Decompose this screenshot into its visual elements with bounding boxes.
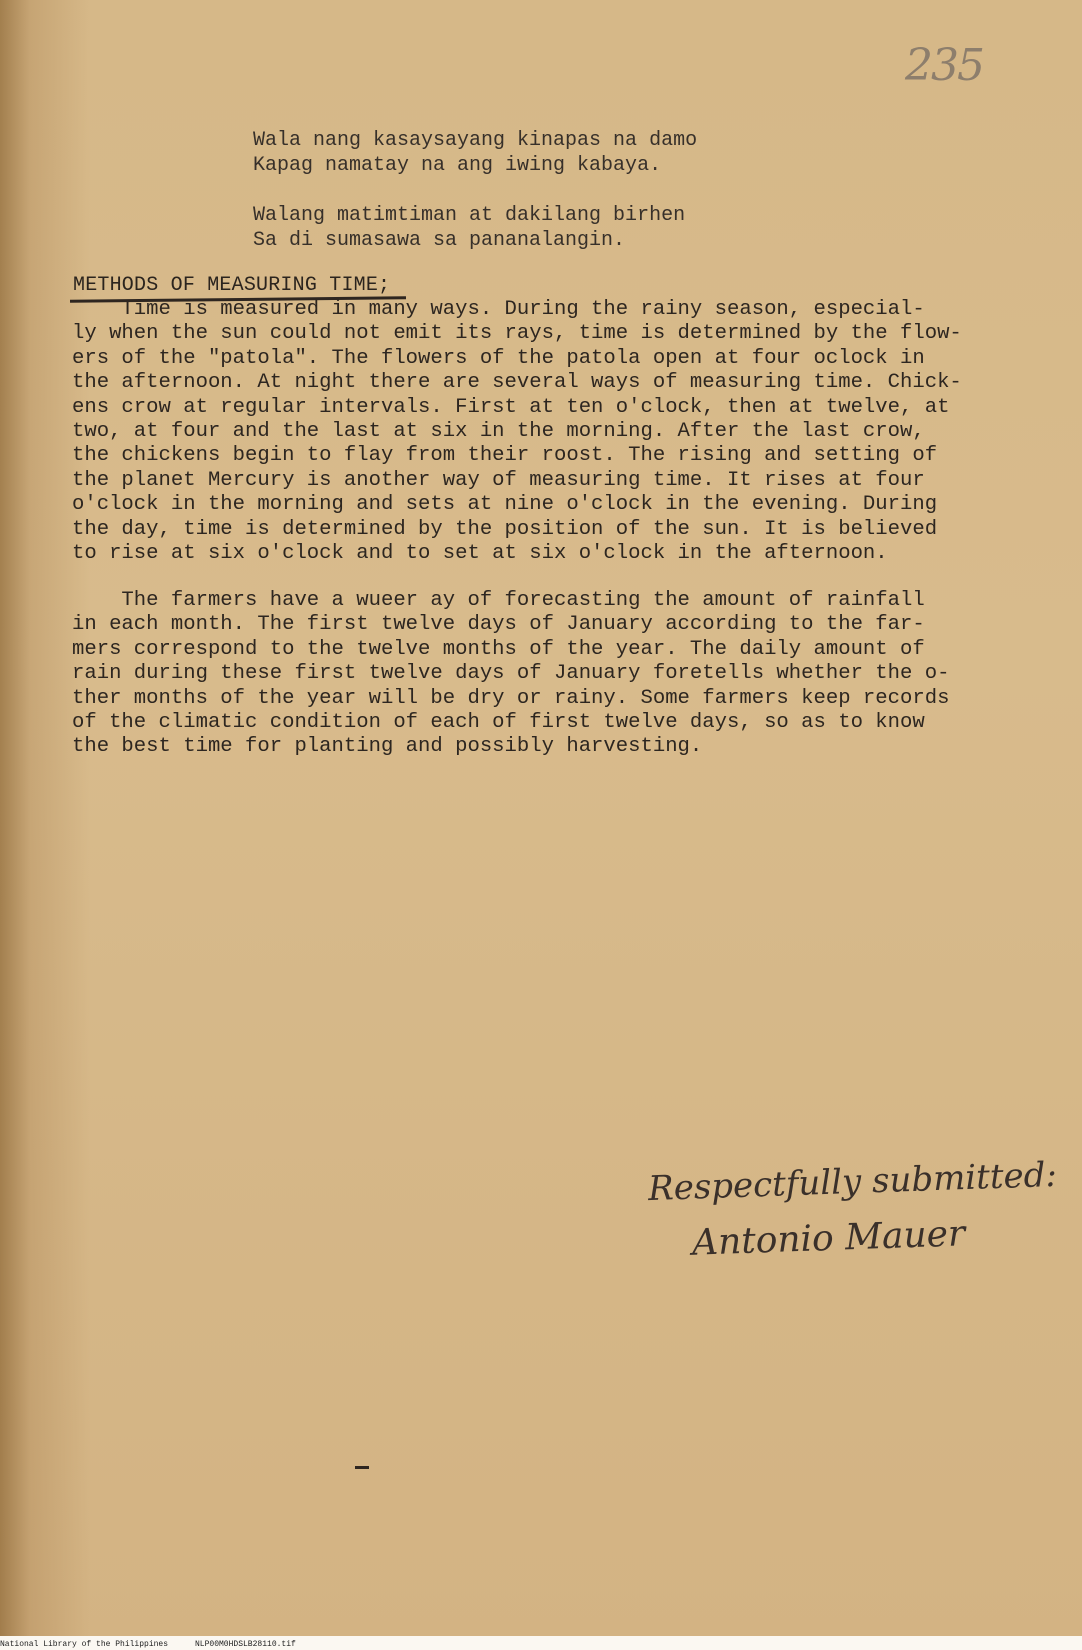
verse-line: Wala nang kasaysayang kinapas na damo bbox=[253, 129, 698, 152]
paragraph-line: the planet Mercury is another way of measuring time. It rises at four bbox=[72, 468, 925, 492]
footer-institution: National Library of the Philippines bbox=[0, 1640, 169, 1649]
paragraph-line: Time is measured in many ways. During the rainy season, especial- bbox=[72, 298, 925, 321]
paragraph-line: ers of the "patola". The flowers of the patola open at four oclock in bbox=[72, 346, 925, 370]
scan-footer bbox=[0, 1636, 1082, 1650]
verse-line: Sa di sumasawa sa pananalangin. bbox=[253, 229, 626, 252]
page-dash-mark bbox=[355, 1466, 369, 1469]
paragraph-line: the afternoon. At night there are several ways of measuring time. Chick- bbox=[72, 371, 962, 395]
paragraph-line: of the climatic condition of each of first twelve days, so as to know bbox=[72, 711, 925, 735]
paragraph-line: the chickens begin to flay from their roost. The rising and setting of bbox=[72, 444, 938, 468]
paragraph-line: ly when the sun could not emit its rays, time is determined by the flow- bbox=[72, 322, 962, 346]
paragraph-line: mers correspond to the twelve months of the year. The daily amount of bbox=[72, 637, 925, 661]
paragraph-line: ens crow at regular intervals. First at ten o'clock, then at twelve, at bbox=[72, 395, 950, 419]
paragraph-line: in each month. The first twelve days of January according to the far- bbox=[72, 613, 925, 637]
page-number: 235 bbox=[905, 40, 983, 91]
paragraph-line: to rise at six o'clock and to set at six o'clock in the afternoon. bbox=[72, 542, 888, 566]
verse-line: Kapag namatay na ang iwing kabaya. bbox=[253, 154, 662, 177]
section-heading: METHODS OF MEASURING TIME; bbox=[73, 274, 391, 297]
verse-stanza-1 bbox=[253, 128, 697, 178]
verse-stanza-2 bbox=[253, 203, 685, 253]
paragraph-line: The farmers have a wueer ay of forecasting the amount of rainfall bbox=[72, 589, 925, 612]
paragraph-line: rain during these first twelve days of January foretells whether the o- bbox=[72, 662, 950, 686]
paragraph-line: o'clock in the morning and sets at nine o'clock in the evening. During bbox=[72, 493, 938, 517]
paragraph-rainfall-forecast bbox=[72, 589, 1057, 760]
footer-filename: NLP00M0HDSLB28110.tif bbox=[195, 1640, 296, 1649]
verse-line: Walang matimtiman at dakilang birhen bbox=[253, 204, 686, 227]
paragraph-line: two, at four and the last at six in the morning. After the last crow, bbox=[72, 420, 925, 444]
paragraph-measuring-time bbox=[72, 298, 1057, 566]
paragraph-line: the day, time is determined by the position of the sun. It is believed bbox=[72, 517, 938, 541]
signature-name: Antonio Mauer bbox=[691, 1213, 966, 1264]
signature-label: Respectfully submitted: bbox=[647, 1154, 1058, 1210]
paragraph-line: the best time for planting and possibly harvesting. bbox=[72, 735, 703, 759]
paragraph-line: ther months of the year will be dry or rainy. Some farmers keep records bbox=[72, 686, 950, 710]
